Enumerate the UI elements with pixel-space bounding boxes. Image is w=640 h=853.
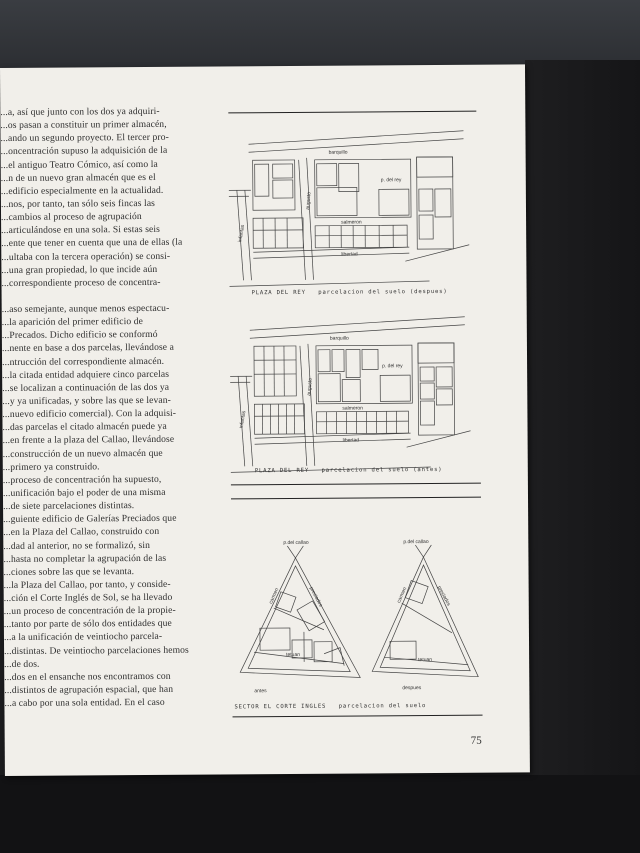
background-bottom xyxy=(0,775,640,853)
background-right xyxy=(525,60,640,853)
label-barquillo: barquillo xyxy=(328,149,348,156)
body-text-line: ...se localizan a continuación de las dos ya xyxy=(2,381,170,394)
body-text-line: ...aso semejante, aunque menos espectacu- xyxy=(1,302,170,315)
body-text-line: ...la Plaza del Callao, por tanto, y conside- xyxy=(3,578,171,591)
label-left-carmen: carmen xyxy=(268,587,281,605)
body-text-line: ...de dos. xyxy=(4,658,40,670)
body-text-line: ...tanto por parte de sólo dos entidades que xyxy=(3,618,172,631)
body-text-line: ...edificio especialmente en la actualidad. xyxy=(0,184,164,197)
body-text-line: ...nente en base a dos parcelas, llevándose a xyxy=(1,342,175,355)
label-libertad: libertad xyxy=(342,437,360,444)
label-left-preciados: preciados xyxy=(307,585,324,608)
body-text-line: ...primero ya construido. xyxy=(2,460,100,473)
body-text-line: ...de siete parcelaciones distintas. xyxy=(3,500,135,513)
body-text-line: ...unificación bajo el poder de una misma xyxy=(2,486,166,499)
fig1-caption-note: (despues) xyxy=(409,288,448,296)
map-plaza-del-rey-antes xyxy=(230,315,481,477)
body-text-line: ...en frente a la plaza del Callao, llevándose xyxy=(2,434,175,447)
label-salmeron: salmeron xyxy=(342,405,363,412)
body-text-line: ...correspondiente proceso de concentra- xyxy=(1,276,161,289)
separator-rule-1 xyxy=(231,483,481,486)
body-text-line: ...oncentración supuso la adquisición de la xyxy=(0,145,168,158)
body-text-line: ...hasta no completar la agrupación de las xyxy=(3,552,167,565)
label-augusto: augusto xyxy=(305,191,313,211)
fig2-caption-title: PLAZA DEL REY xyxy=(254,467,310,475)
fig3-caption-sub: parcelacion del suelo xyxy=(338,703,427,710)
fig3-caption xyxy=(234,703,426,710)
label-augusto: augusto xyxy=(306,377,314,397)
body-text-line: ...das parcelas el citado almacén puede ya xyxy=(2,421,167,434)
page-number: 75 xyxy=(470,734,482,747)
body-text-line: ...a cabo por una sola entidad. En el caso xyxy=(4,697,165,710)
body-text-line: ...ntrucción del correspondiente almacén. xyxy=(2,355,165,368)
body-text-line: ...construcción de un nuevo almacén que xyxy=(2,447,163,460)
bottom-rule xyxy=(233,715,483,718)
body-text-line: ...a, así que junto con los dos ya adquiri- xyxy=(0,105,160,118)
body-text-line: ...guiente edificio de Galerías Preciados que xyxy=(3,512,177,526)
label-p-del-rey: p. del rey xyxy=(380,177,402,184)
body-text-line: ...proceso de concentración ha supuesto, xyxy=(2,473,162,486)
fig1-caption xyxy=(252,289,448,296)
body-text-line: ...articulándose en una sola. Si estas seis xyxy=(1,224,161,237)
body-text-line: ...a la unificación de veintiocho parcela- xyxy=(3,631,163,644)
body-text-line: ...distintas. De veintiocho parcelaciones hemos xyxy=(4,644,189,657)
body-text-line: ...Precados. Dicho edificio se conformó xyxy=(1,329,158,342)
label-despues: despues xyxy=(402,685,422,692)
body-text-line: ...y ya unificadas, y sobre las que se levan- xyxy=(2,394,171,407)
body-text-line: ...os pasan a constituir un primer almacén, xyxy=(0,118,167,132)
label-infantas: infantas xyxy=(237,224,247,243)
label-infantas: infantas xyxy=(238,410,248,429)
body-text-line: ...n de un nuevo gran almacén que es el xyxy=(0,171,156,184)
body-text-line: ...dos en el ensanche nos encontramos con xyxy=(4,670,171,683)
body-text-line: ...en la Plaza del Callao, construido con xyxy=(3,526,160,539)
body-text-line: ...el antiguo Teatro Cómico, así como la xyxy=(0,158,158,171)
label-p-del-rey: p. del rey xyxy=(382,363,403,370)
map-sector-el-corte-ingles xyxy=(231,539,482,695)
body-text-line: ...ente que tener en cuenta que una de ellas (la xyxy=(1,237,183,250)
body-text-line: ...ciones sobre las que se levanta. xyxy=(3,565,135,578)
label-right-preciados: preciados xyxy=(435,585,452,607)
fig3-caption-title: SECTOR EL CORTE INGLES xyxy=(234,703,327,711)
label-right-carmen: carmen xyxy=(396,586,409,605)
body-text-line: ...un proceso de concentración de la propie- xyxy=(3,604,176,618)
label-right-tetuan: tetuan xyxy=(418,656,433,664)
fig2-caption-sub: parcelacion del suelo xyxy=(321,467,410,474)
map-plaza-del-rey-despues xyxy=(228,129,479,291)
body-text-line: ...nos, por tanto, tan sólo seis fincas las xyxy=(0,197,156,210)
book-page xyxy=(0,64,530,776)
body-text-line: ...dad al anterior, no se formalizó, sin xyxy=(3,539,151,552)
body-text-line: ...nuevo edificio comercial). Con la adquisi- xyxy=(2,407,177,421)
body-text-line: ...la aparición del primer edificio de xyxy=(1,316,144,329)
fig2-caption-note: (antes) xyxy=(413,466,443,474)
body-text-line: ...ción el Corte Inglés de Sol, se ha llevado xyxy=(3,591,173,605)
body-text-line: ...ando un segundo proyecto. El tercer pro- xyxy=(0,132,169,145)
label-right-callao: p.del callao xyxy=(403,539,429,546)
body-text-line: ...la citada entidad adquiere cinco parcelas xyxy=(2,368,170,381)
separator-rule-2 xyxy=(231,497,481,500)
label-left-callao: p.del callao xyxy=(283,539,309,547)
fig1-caption-title: PLAZA DEL REY xyxy=(251,289,306,297)
body-text-column xyxy=(0,105,212,711)
body-text-line: ...ultaba con la tercera operación) se consi- xyxy=(1,250,171,263)
label-barquillo: barquillo xyxy=(329,335,349,342)
label-salmeron: salmeron xyxy=(341,219,362,226)
body-text-line: ...una gran propiedad, lo que incide aún xyxy=(1,263,158,276)
top-rule xyxy=(228,111,476,114)
body-text-line: ...cambios al proceso de agrupación xyxy=(1,211,142,224)
label-libertad: libertad xyxy=(341,251,358,258)
label-antes: antes xyxy=(254,688,267,695)
label-left-tetuan: tetuan xyxy=(286,651,301,659)
fig1-caption-sub: parcelacion del suelo xyxy=(318,289,406,296)
body-text-line: ...distintos de agrupación espacial, que han xyxy=(4,683,174,697)
